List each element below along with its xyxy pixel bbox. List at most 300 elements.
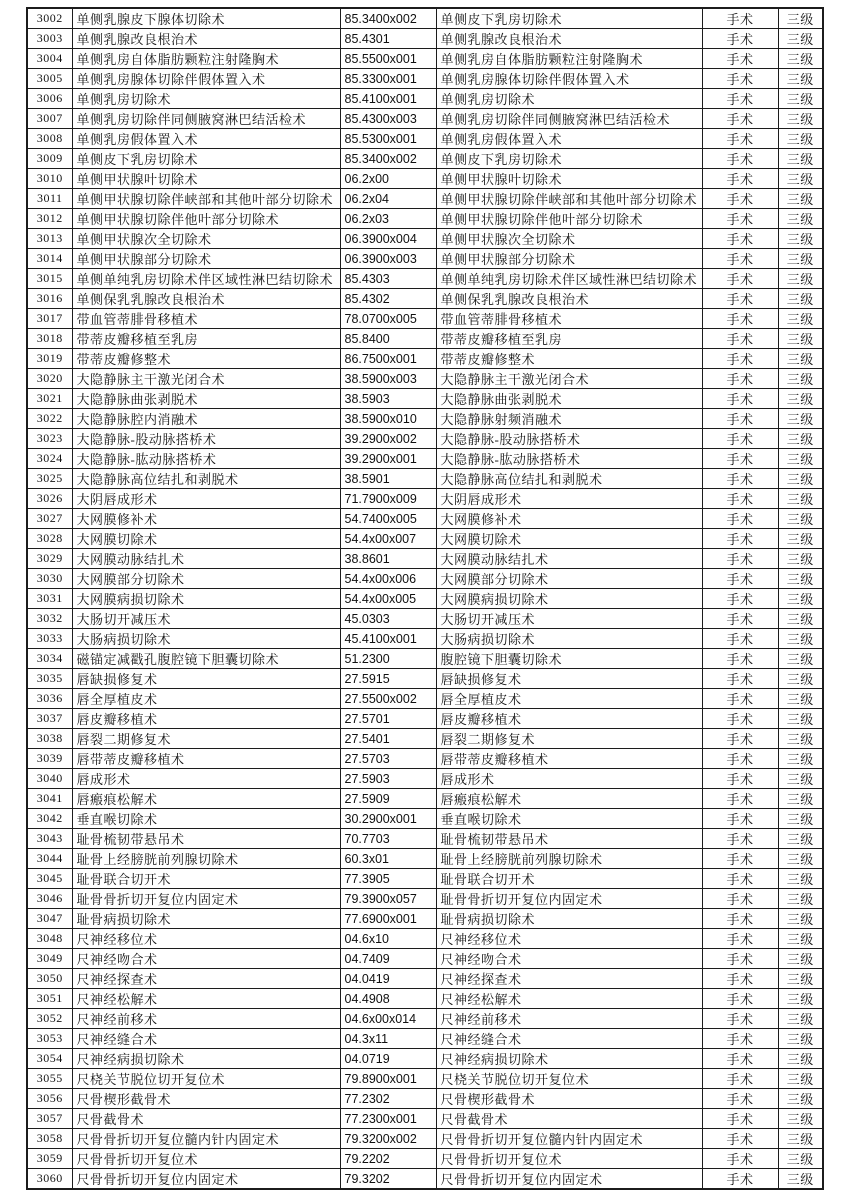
- procedure-name-secondary: 尺神经探查术: [436, 969, 702, 989]
- procedure-name: 尺骨骨折切开复位髓内针内固定术: [72, 1129, 340, 1149]
- procedure-name-secondary: 唇瘢痕松解术: [436, 789, 702, 809]
- procedure-name: 耻骨梳韧带悬吊术: [72, 829, 340, 849]
- procedure-table: [26, 7, 824, 1190]
- level-cell: 三级: [778, 689, 823, 709]
- category-cell: 手术: [702, 689, 778, 709]
- category-cell: 手术: [702, 409, 778, 429]
- procedure-code: 04.0719: [340, 1049, 436, 1069]
- category-cell: 手术: [702, 489, 778, 509]
- table-row: [27, 389, 823, 409]
- category-cell: 手术: [702, 729, 778, 749]
- procedure-code: 04.6x10: [340, 929, 436, 949]
- level-cell: 三级: [778, 749, 823, 769]
- row-number: 3057: [27, 1109, 72, 1129]
- category-cell: 手术: [702, 929, 778, 949]
- procedure-name-secondary: 唇皮瓣移植术: [436, 709, 702, 729]
- procedure-name: 带蒂皮瓣移植至乳房: [72, 329, 340, 349]
- procedure-name: 大隐静脉-肱动脉搭桥术: [72, 449, 340, 469]
- category-cell: 手术: [702, 289, 778, 309]
- procedure-name-secondary: 唇全厚植皮术: [436, 689, 702, 709]
- level-cell: 三级: [778, 1109, 823, 1129]
- procedure-code: 06.3900x003: [340, 249, 436, 269]
- table-row: [27, 69, 823, 89]
- level-cell: 三级: [778, 629, 823, 649]
- procedure-name-secondary: 尺骨截骨术: [436, 1109, 702, 1129]
- level-cell: 三级: [778, 529, 823, 549]
- category-cell: 手术: [702, 1069, 778, 1089]
- procedure-name-secondary: 大隐静脉-股动脉搭桥术: [436, 429, 702, 449]
- procedure-name: 垂直喉切除术: [72, 809, 340, 829]
- category-cell: 手术: [702, 1009, 778, 1029]
- table-row: [27, 909, 823, 929]
- procedure-code: 85.4301: [340, 29, 436, 49]
- procedure-name: 唇成形术: [72, 769, 340, 789]
- category-cell: 手术: [702, 709, 778, 729]
- category-cell: 手术: [702, 1149, 778, 1169]
- level-cell: 三级: [778, 449, 823, 469]
- level-cell: 三级: [778, 929, 823, 949]
- table-row: [27, 869, 823, 889]
- category-cell: 手术: [702, 329, 778, 349]
- procedure-name: 大肠病损切除术: [72, 629, 340, 649]
- procedure-code: 85.4300x003: [340, 109, 436, 129]
- table-row: [27, 209, 823, 229]
- table-row: [27, 149, 823, 169]
- procedure-name-secondary: 单侧乳房切除伴同侧腋窝淋巴结活检术: [436, 109, 702, 129]
- level-cell: 三级: [778, 269, 823, 289]
- procedure-name-secondary: 单侧甲状腺切除伴峡部和其他叶部分切除术: [436, 189, 702, 209]
- procedure-name-secondary: 尺神经前移术: [436, 1009, 702, 1029]
- row-number: 3055: [27, 1069, 72, 1089]
- level-cell: 三级: [778, 889, 823, 909]
- procedure-name-secondary: 唇带蒂皮瓣移植术: [436, 749, 702, 769]
- category-cell: 手术: [702, 789, 778, 809]
- procedure-name-secondary: 大隐静脉-肱动脉搭桥术: [436, 449, 702, 469]
- procedure-name: 唇全厚植皮术: [72, 689, 340, 709]
- table-row: [27, 629, 823, 649]
- procedure-code: 04.6x00x014: [340, 1009, 436, 1029]
- category-cell: 手术: [702, 1169, 778, 1190]
- procedure-name-secondary: 唇成形术: [436, 769, 702, 789]
- table-row: [27, 489, 823, 509]
- table-row: [27, 609, 823, 629]
- row-number: 3039: [27, 749, 72, 769]
- table-row: [27, 269, 823, 289]
- row-number: 3018: [27, 329, 72, 349]
- procedure-name: 耻骨骨折切开复位内固定术: [72, 889, 340, 909]
- procedure-name-secondary: 单侧乳房自体脂肪颗粒注射隆胸术: [436, 49, 702, 69]
- row-number: 3058: [27, 1129, 72, 1149]
- row-number: 3022: [27, 409, 72, 429]
- procedure-code: 78.0700x005: [340, 309, 436, 329]
- table-row: [27, 449, 823, 469]
- procedure-code: 54.4x00x005: [340, 589, 436, 609]
- table-row: [27, 729, 823, 749]
- procedure-name-secondary: 唇缺损修复术: [436, 669, 702, 689]
- table-row: [27, 669, 823, 689]
- table-row: [27, 109, 823, 129]
- row-number: 3013: [27, 229, 72, 249]
- procedure-name: 大隐静脉曲张剥脱术: [72, 389, 340, 409]
- procedure-name: 唇裂二期修复术: [72, 729, 340, 749]
- procedure-name: 单侧单纯乳房切除术伴区域性淋巴结切除术: [72, 269, 340, 289]
- category-cell: 手术: [702, 1049, 778, 1069]
- category-cell: 手术: [702, 549, 778, 569]
- level-cell: 三级: [778, 789, 823, 809]
- procedure-name: 大隐静脉腔内消融术: [72, 409, 340, 429]
- row-number: 3033: [27, 629, 72, 649]
- procedure-name-secondary: 单侧乳房切除术: [436, 89, 702, 109]
- procedure-name: 唇缺损修复术: [72, 669, 340, 689]
- procedure-code: 79.3900x057: [340, 889, 436, 909]
- row-number: 3011: [27, 189, 72, 209]
- level-cell: 三级: [778, 69, 823, 89]
- procedure-name: 带血管蒂腓骨移植术: [72, 309, 340, 329]
- table-row: [27, 1109, 823, 1129]
- row-number: 3042: [27, 809, 72, 829]
- procedure-name-secondary: 带血管蒂腓骨移植术: [436, 309, 702, 329]
- level-cell: 三级: [778, 769, 823, 789]
- procedure-code: 27.5703: [340, 749, 436, 769]
- level-cell: 三级: [778, 89, 823, 109]
- procedure-name-secondary: 耻骨骨折切开复位内固定术: [436, 889, 702, 909]
- category-cell: 手术: [702, 189, 778, 209]
- table-row: [27, 969, 823, 989]
- row-number: 3052: [27, 1009, 72, 1029]
- level-cell: 三级: [778, 669, 823, 689]
- row-number: 3038: [27, 729, 72, 749]
- category-cell: 手术: [702, 389, 778, 409]
- table-row: [27, 889, 823, 909]
- level-cell: 三级: [778, 469, 823, 489]
- row-number: 3015: [27, 269, 72, 289]
- procedure-code: 60.3x01: [340, 849, 436, 869]
- category-cell: 手术: [702, 449, 778, 469]
- row-number: 3054: [27, 1049, 72, 1069]
- level-cell: 三级: [778, 549, 823, 569]
- procedure-name-secondary: 大隐静脉高位结扎和剥脱术: [436, 469, 702, 489]
- table-row: [27, 1149, 823, 1169]
- procedure-code: 79.2202: [340, 1149, 436, 1169]
- row-number: 3003: [27, 29, 72, 49]
- procedure-code: 06.2x04: [340, 189, 436, 209]
- procedure-code: 30.2900x001: [340, 809, 436, 829]
- table-row: [27, 329, 823, 349]
- row-number: 3002: [27, 8, 72, 29]
- procedure-name: 单侧甲状腺次全切除术: [72, 229, 340, 249]
- category-cell: 手术: [702, 69, 778, 89]
- procedure-name-secondary: 大隐静脉射频消融术: [436, 409, 702, 429]
- procedure-code: 27.5909: [340, 789, 436, 809]
- table-row: [27, 249, 823, 269]
- table-row: [27, 789, 823, 809]
- category-cell: 手术: [702, 469, 778, 489]
- procedure-name-secondary: 耻骨梳韧带悬吊术: [436, 829, 702, 849]
- level-cell: 三级: [778, 569, 823, 589]
- category-cell: 手术: [702, 909, 778, 929]
- procedure-name: 大网膜病损切除术: [72, 589, 340, 609]
- procedure-name: 唇瘢痕松解术: [72, 789, 340, 809]
- procedure-code: 04.7409: [340, 949, 436, 969]
- procedure-name: 单侧皮下乳房切除术: [72, 149, 340, 169]
- procedure-code: 54.4x00x006: [340, 569, 436, 589]
- procedure-name: 耻骨病损切除术: [72, 909, 340, 929]
- level-cell: 三级: [778, 869, 823, 889]
- table-row: [27, 509, 823, 529]
- category-cell: 手术: [702, 349, 778, 369]
- procedure-name: 单侧乳房假体置入术: [72, 129, 340, 149]
- procedure-name: 耻骨上经膀胱前列腺切除术: [72, 849, 340, 869]
- procedure-code: 79.8900x001: [340, 1069, 436, 1089]
- procedure-name: 单侧乳房切除伴同侧腋窝淋巴结活检术: [72, 109, 340, 129]
- row-number: 3028: [27, 529, 72, 549]
- category-cell: 手术: [702, 149, 778, 169]
- procedure-name-secondary: 大网膜切除术: [436, 529, 702, 549]
- category-cell: 手术: [702, 809, 778, 829]
- procedure-name-secondary: 大网膜病损切除术: [436, 589, 702, 609]
- table-row: [27, 569, 823, 589]
- level-cell: 三级: [778, 229, 823, 249]
- procedure-name-secondary: 尺神经吻合术: [436, 949, 702, 969]
- category-cell: 手术: [702, 49, 778, 69]
- level-cell: 三级: [778, 349, 823, 369]
- procedure-code: 86.7500x001: [340, 349, 436, 369]
- table-row: [27, 849, 823, 869]
- category-cell: 手术: [702, 609, 778, 629]
- category-cell: 手术: [702, 269, 778, 289]
- level-cell: 三级: [778, 1089, 823, 1109]
- row-number: 3020: [27, 369, 72, 389]
- table-row: [27, 49, 823, 69]
- procedure-code: 77.6900x001: [340, 909, 436, 929]
- category-cell: 手术: [702, 369, 778, 389]
- procedure-name-secondary: 腹腔镜下胆囊切除术: [436, 649, 702, 669]
- procedure-name: 单侧乳腺改良根治术: [72, 29, 340, 49]
- row-number: 3025: [27, 469, 72, 489]
- category-cell: 手术: [702, 529, 778, 549]
- row-number: 3031: [27, 589, 72, 609]
- procedure-code: 54.4x00x007: [340, 529, 436, 549]
- procedure-name: 尺神经缝合术: [72, 1029, 340, 1049]
- procedure-code: 06.3900x004: [340, 229, 436, 249]
- row-number: 3009: [27, 149, 72, 169]
- table-row: [27, 1169, 823, 1190]
- category-cell: 手术: [702, 969, 778, 989]
- category-cell: 手术: [702, 209, 778, 229]
- procedure-name: 单侧乳腺皮下腺体切除术: [72, 8, 340, 29]
- procedure-code: 45.4100x001: [340, 629, 436, 649]
- procedure-code: 38.8601: [340, 549, 436, 569]
- procedure-code: 06.2x03: [340, 209, 436, 229]
- table-row: [27, 29, 823, 49]
- procedure-name-secondary: 尺神经病损切除术: [436, 1049, 702, 1069]
- procedure-name-secondary: 大隐静脉曲张剥脱术: [436, 389, 702, 409]
- procedure-name-secondary: 耻骨联合切开术: [436, 869, 702, 889]
- level-cell: 三级: [778, 989, 823, 1009]
- row-number: 3024: [27, 449, 72, 469]
- procedure-name-secondary: 尺骨骨折切开复位内固定术: [436, 1169, 702, 1190]
- procedure-name-secondary: 单侧保乳乳腺改良根治术: [436, 289, 702, 309]
- row-number: 3014: [27, 249, 72, 269]
- procedure-code: 85.5500x001: [340, 49, 436, 69]
- procedure-name-secondary: 尺神经缝合术: [436, 1029, 702, 1049]
- procedure-name-secondary: 尺骨骨折切开复位髓内针内固定术: [436, 1129, 702, 1149]
- procedure-name: 大网膜修补术: [72, 509, 340, 529]
- procedure-name-secondary: 大网膜修补术: [436, 509, 702, 529]
- procedure-code: 85.4302: [340, 289, 436, 309]
- procedure-name: 单侧乳房腺体切除伴假体置入术: [72, 69, 340, 89]
- level-cell: 三级: [778, 409, 823, 429]
- procedure-name: 单侧保乳乳腺改良根治术: [72, 289, 340, 309]
- table-row: [27, 409, 823, 429]
- procedure-code: 27.5401: [340, 729, 436, 749]
- procedure-code: 77.2300x001: [340, 1109, 436, 1129]
- category-cell: 手术: [702, 569, 778, 589]
- procedure-name-secondary: 单侧乳腺改良根治术: [436, 29, 702, 49]
- row-number: 3021: [27, 389, 72, 409]
- level-cell: 三级: [778, 29, 823, 49]
- procedure-code: 27.5500x002: [340, 689, 436, 709]
- table-row: [27, 589, 823, 609]
- procedure-name: 单侧甲状腺部分切除术: [72, 249, 340, 269]
- procedure-name: 尺骨骨折切开复位术: [72, 1149, 340, 1169]
- table-row: [27, 8, 823, 29]
- procedure-code: 04.0419: [340, 969, 436, 989]
- procedure-code: 70.7703: [340, 829, 436, 849]
- procedure-name-secondary: 尺骨楔形截骨术: [436, 1089, 702, 1109]
- row-number: 3056: [27, 1089, 72, 1109]
- table-row: [27, 929, 823, 949]
- category-cell: 手术: [702, 309, 778, 329]
- table-row: [27, 529, 823, 549]
- level-cell: 三级: [778, 369, 823, 389]
- row-number: 3041: [27, 789, 72, 809]
- procedure-code: 45.0303: [340, 609, 436, 629]
- procedure-name: 带蒂皮瓣修整术: [72, 349, 340, 369]
- table-row: [27, 1009, 823, 1029]
- category-cell: 手术: [702, 109, 778, 129]
- procedure-code: 06.2x00: [340, 169, 436, 189]
- row-number: 3007: [27, 109, 72, 129]
- row-number: 3059: [27, 1149, 72, 1169]
- row-number: 3049: [27, 949, 72, 969]
- table-row: [27, 429, 823, 449]
- procedure-code: 27.5915: [340, 669, 436, 689]
- category-cell: 手术: [702, 989, 778, 1009]
- procedure-name-secondary: 单侧乳房假体置入术: [436, 129, 702, 149]
- procedure-code: 04.3x11: [340, 1029, 436, 1049]
- category-cell: 手术: [702, 89, 778, 109]
- level-cell: 三级: [778, 909, 823, 929]
- level-cell: 三级: [778, 1069, 823, 1089]
- procedure-code: 27.5903: [340, 769, 436, 789]
- table-row: [27, 289, 823, 309]
- level-cell: 三级: [778, 849, 823, 869]
- row-number: 3040: [27, 769, 72, 789]
- row-number: 3029: [27, 549, 72, 569]
- level-cell: 三级: [778, 129, 823, 149]
- level-cell: 三级: [778, 8, 823, 29]
- procedure-name-secondary: 尺神经松解术: [436, 989, 702, 1009]
- procedure-name-secondary: 耻骨上经膀胱前列腺切除术: [436, 849, 702, 869]
- table-row: [27, 809, 823, 829]
- level-cell: 三级: [778, 429, 823, 449]
- procedure-code: 85.4303: [340, 269, 436, 289]
- level-cell: 三级: [778, 209, 823, 229]
- procedure-name: 大网膜切除术: [72, 529, 340, 549]
- row-number: 3012: [27, 209, 72, 229]
- category-cell: 手术: [702, 8, 778, 29]
- category-cell: 手术: [702, 589, 778, 609]
- row-number: 3026: [27, 489, 72, 509]
- level-cell: 三级: [778, 189, 823, 209]
- procedure-name: 大隐静脉高位结扎和剥脱术: [72, 469, 340, 489]
- procedure-name: 尺神经移位术: [72, 929, 340, 949]
- row-number: 3044: [27, 849, 72, 869]
- row-number: 3017: [27, 309, 72, 329]
- procedure-name: 尺桡关节脱位切开复位术: [72, 1069, 340, 1089]
- procedure-name-secondary: 大网膜部分切除术: [436, 569, 702, 589]
- table-row: [27, 469, 823, 489]
- level-cell: 三级: [778, 1129, 823, 1149]
- row-number: 3036: [27, 689, 72, 709]
- procedure-name-secondary: 尺骨骨折切开复位术: [436, 1149, 702, 1169]
- row-number: 3060: [27, 1169, 72, 1190]
- procedure-name: 尺神经探查术: [72, 969, 340, 989]
- procedure-name-secondary: 单侧甲状腺叶切除术: [436, 169, 702, 189]
- level-cell: 三级: [778, 489, 823, 509]
- procedure-name: 单侧甲状腺切除伴他叶部分切除术: [72, 209, 340, 229]
- row-number: 3043: [27, 829, 72, 849]
- level-cell: 三级: [778, 729, 823, 749]
- procedure-name-secondary: 尺神经移位术: [436, 929, 702, 949]
- level-cell: 三级: [778, 1049, 823, 1069]
- category-cell: 手术: [702, 1129, 778, 1149]
- category-cell: 手术: [702, 889, 778, 909]
- procedure-code: 38.5900x010: [340, 409, 436, 429]
- level-cell: 三级: [778, 289, 823, 309]
- procedure-name-secondary: 大肠切开减压术: [436, 609, 702, 629]
- level-cell: 三级: [778, 329, 823, 349]
- row-number: 3004: [27, 49, 72, 69]
- level-cell: 三级: [778, 829, 823, 849]
- procedure-name: 大隐静脉-股动脉搭桥术: [72, 429, 340, 449]
- category-cell: 手术: [702, 1029, 778, 1049]
- table-row: [27, 689, 823, 709]
- procedure-name: 大网膜动脉结扎术: [72, 549, 340, 569]
- table-row: [27, 129, 823, 149]
- row-number: 3030: [27, 569, 72, 589]
- procedure-name: 大阴唇成形术: [72, 489, 340, 509]
- procedure-name: 大网膜部分切除术: [72, 569, 340, 589]
- table-row: [27, 89, 823, 109]
- procedure-name: 单侧乳房自体脂肪颗粒注射隆胸术: [72, 49, 340, 69]
- table-row: [27, 369, 823, 389]
- procedure-name-secondary: 大隐静脉主干激光闭合术: [436, 369, 702, 389]
- row-number: 3023: [27, 429, 72, 449]
- row-number: 3035: [27, 669, 72, 689]
- row-number: 3051: [27, 989, 72, 1009]
- procedure-code: 38.5903: [340, 389, 436, 409]
- category-cell: 手术: [702, 649, 778, 669]
- category-cell: 手术: [702, 429, 778, 449]
- category-cell: 手术: [702, 249, 778, 269]
- row-number: 3027: [27, 509, 72, 529]
- row-number: 3019: [27, 349, 72, 369]
- procedure-code: 85.8400: [340, 329, 436, 349]
- procedure-name-secondary: 单侧甲状腺切除伴他叶部分切除术: [436, 209, 702, 229]
- level-cell: 三级: [778, 709, 823, 729]
